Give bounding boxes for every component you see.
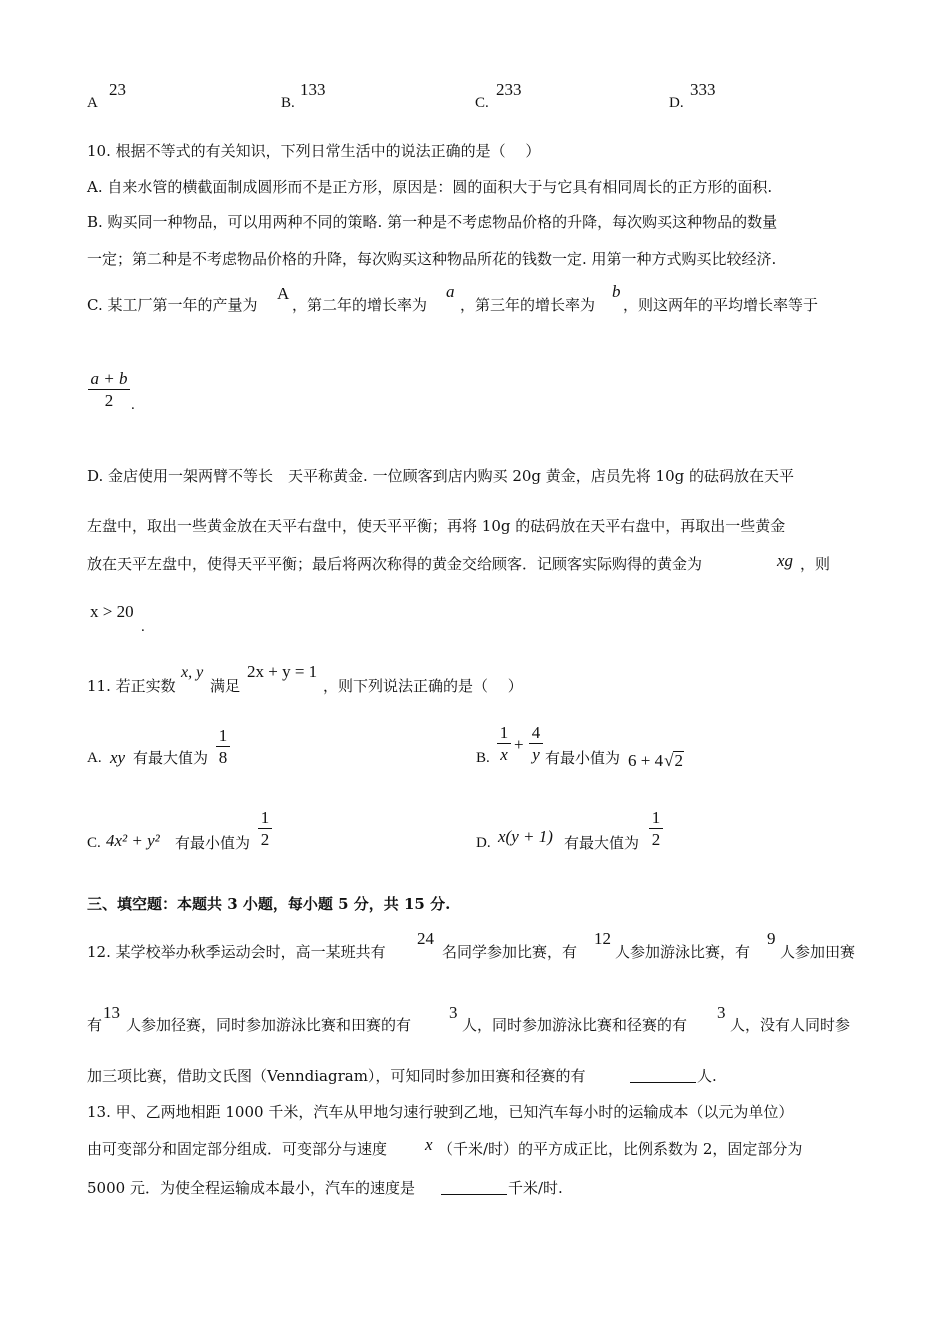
q11-a-expression: xy [110,748,126,767]
q11-c-numerator: 1 [260,808,270,827]
q10-c-var-a: a [446,282,455,301]
q11-stem-pre: 11. 若正实数 [87,677,176,695]
q12-line3-post: 人. [697,1067,717,1085]
q10-option-b-line2: 一定；第二种是不考虑物品价格的升降，每次购买这种物品所花的钱数一定. 用第一种方式购买比较经济. [87,250,777,268]
q11-b-fraction-1 [497,724,511,763]
q11-d-text: 有最大值为 [564,834,640,852]
section-3-heading: 三、填空题：本题共 3 小题，每小题 5 分，共 15 分. [87,895,451,913]
q11-b-value-prefix: 6 + 4 [628,751,664,770]
q11-stem-equation: 2x + y = 1 [247,662,318,681]
q12-line2-pre: 有 [87,1016,103,1034]
q10-c-text-post: ，则这两年的平均增长率等于 [623,296,819,314]
q12-line2-mid1: 人参加径赛，同时参加游泳比赛和田赛的有 [126,1016,412,1034]
q12-number-12: 12 [594,929,611,948]
q13-var-x: x [425,1135,433,1154]
q10-option-b-line1: B. 购买同一种物品，可以用两种不同的策略. 第一种是不考虑物品价格的升降，每次购买这种物品的数量 [87,213,778,231]
q9-option-c-value: 233 [496,80,522,99]
q13-line1: 13. 甲、乙两地相距 1000 千米，汽车从甲地匀速行驶到乙地，已知汽车每小时的运输成本（以元为单位） [87,1103,794,1121]
q9-option-d-value: 333 [690,80,716,99]
q11-a-fraction [216,727,230,766]
q12-line2-post: 人，没有人同时参 [730,1016,851,1034]
q12-number-13: 13 [103,1003,120,1022]
q11-a-denominator: 8 [218,748,228,767]
q11-c-denominator: 2 [260,830,270,849]
q10-c-fraction-denominator: 2 [104,391,114,410]
q10-c-fraction-numerator: a + b [90,369,128,388]
q10-stem: 10. 根据不等式的有关知识，下列日常生活中的说法正确的是（ ） [87,142,541,160]
q11-stem-vars: x, y [181,664,204,681]
q11-a-text: 有最大值为 [133,749,209,767]
q11-stem-post: ，则下列说法正确的是（ ） [323,677,523,695]
q10-option-d-line3: 放在天平左盘中，使得天平平衡；最后将两次称得的黄金交给顾客．记顾客实际购得的黄金为 [87,555,703,573]
q12-line1-post: 人参加田赛 [780,943,856,961]
q9-option-a-value: 23 [109,80,126,99]
q10-d-period: . [141,619,145,635]
q10-d-inequality: x > 20 [90,602,134,621]
q11-stem-mid: 满足 [210,677,241,695]
q12-number-24: 24 [417,929,434,948]
q12-line2-mid2: 人，同时参加游泳比赛和径赛的有 [462,1016,688,1034]
q11-d-denominator: 2 [651,830,661,849]
q12-number-3a: 3 [449,1003,458,1022]
q9-option-a-label: A [87,95,98,111]
q9-option-c-label: C. [475,95,489,111]
q11-b-denominator-2: y [532,745,540,764]
q11-a-numerator: 1 [218,726,228,745]
q13-answer-blank[interactable] [441,1182,507,1195]
q10-c-text-mid1: ，第二年的增长率为 [292,296,428,314]
q11-option-d-label: D. [476,835,491,851]
q10-option-a: A. 自来水管的横截面制成圆形而不是正方形，原因是：圆的面积大于与它具有相同周长的正方形的面积. [87,178,773,196]
q9-option-b-value: 133 [300,80,326,99]
q11-b-numerator-2: 4 [531,723,541,742]
q11-b-fraction-2 [529,724,543,763]
q12-line3-pre: 加三项比赛，借助文氏图（Venndiagram），可知同时参加田赛和径赛的有 [87,1067,586,1085]
q11-d-fraction [649,809,663,848]
q13-line3-post: 千米/时. [508,1179,563,1197]
q11-b-text: 有最小值为 [545,749,621,767]
q10-c-text-mid2: ，第三年的增长率为 [460,296,596,314]
q9-option-b-label: B. [281,95,295,111]
q11-b-numerator-1: 1 [499,723,509,742]
q11-b-plus: + [514,735,524,754]
q11-option-b-label: B. [476,750,490,766]
q11-option-c-label: C. [87,835,101,851]
q12-answer-blank[interactable] [630,1070,696,1083]
q10-c-var-b: b [612,282,621,301]
q12-line1-mid2: 人参加游泳比赛，有 [615,943,751,961]
q11-c-fraction [258,809,272,848]
q13-line3-pre: 5000 元．为使全程运输成本最小，汽车的速度是 [87,1179,415,1197]
q9-option-d-label: D. [669,95,684,111]
q11-c-text: 有最小值为 [175,834,251,852]
q11-d-numerator: 1 [651,808,661,827]
q12-line1-mid1: 名同学参加比赛，有 [442,943,578,961]
q13-line2-pre: 由可变部分和固定部分组成．可变部分与速度 [87,1140,388,1158]
q10-option-d-line1: D. 金店使用一架两臂不等长 天平称黄金. 一位顾客到店内购买 20g 黄金，店员先将 10g 的砝码放在天平 [87,467,795,485]
q10-d-text-post: ，则 [800,555,831,573]
q10-c-fraction [88,370,130,409]
q10-d-var-xg: xg [777,551,794,570]
q12-number-9: 9 [767,929,776,948]
q11-b-denominator-1: x [500,745,508,764]
q10-option-c-text: C. 某工厂第一年的产量为 [87,296,258,314]
q10-option-d-line2: 左盘中，取出一些黄金放在天平右盘中，使天平平衡；再将 10g 的砝码放在天平右盘中，再取出一些黄金 [87,517,786,535]
q13-line2-post: （千米/时）的平方成正比，比例系数为 2，固定部分为 [438,1140,803,1158]
q11-b-value: 6 + 4√2 [628,751,683,770]
q12-number-3b: 3 [717,1003,726,1022]
q12-line1-pre: 12. 某学校举办秋季运动会时，高一某班共有 [87,943,386,961]
q11-c-expression: 4x² + y² [106,831,160,850]
q11-d-expression: x(y + 1) [498,827,553,846]
q10-c-period: . [131,397,135,413]
q11-b-value-radicand: 2 [674,751,683,770]
q10-c-var-A: A [277,284,290,303]
q11-option-a-label: A. [87,750,102,766]
